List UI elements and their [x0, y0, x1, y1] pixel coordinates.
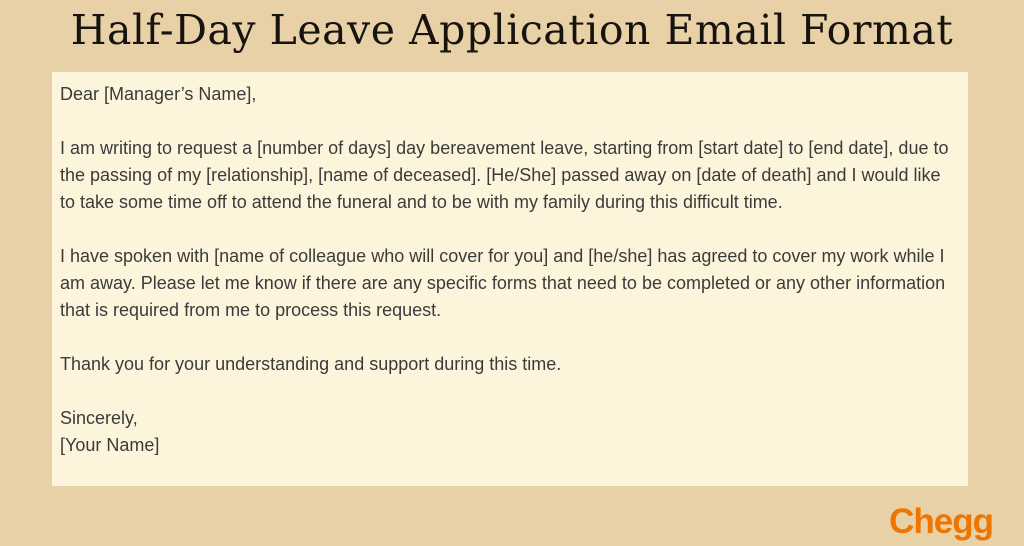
- letter-signoff-block: [60, 405, 960, 459]
- letter-signature: [Your Name]: [60, 435, 160, 455]
- letter-signoff: Sincerely,: [60, 408, 138, 428]
- chegg-logo: Chegg: [889, 502, 993, 541]
- page-title: Half-Day Leave Application Email Format: [70, 6, 954, 54]
- letter-paragraph-thanks: Thank you for your understanding and support during this time.: [60, 354, 562, 374]
- letter-paragraph-coverage: I have spoken with [name of colleague who will cover for you] and [he/she] has agreed to cover my work while I am away. Please let me know if there are any specific forms that need to be completed or any other information that is required from me to process this request.: [60, 246, 946, 320]
- letter-card: [52, 72, 968, 486]
- letter-greeting: Dear [Manager’s Name],: [60, 84, 257, 104]
- letter-paragraph-request: I am writing to request a [number of days] day bereavement leave, starting from [start date] to [end date], due to the passing of my [relationship], [name of deceased]. [He/She] passed away on [date of death] and I would like to take some time off to attend the funeral and to be with my family during this difficult time.: [60, 138, 949, 212]
